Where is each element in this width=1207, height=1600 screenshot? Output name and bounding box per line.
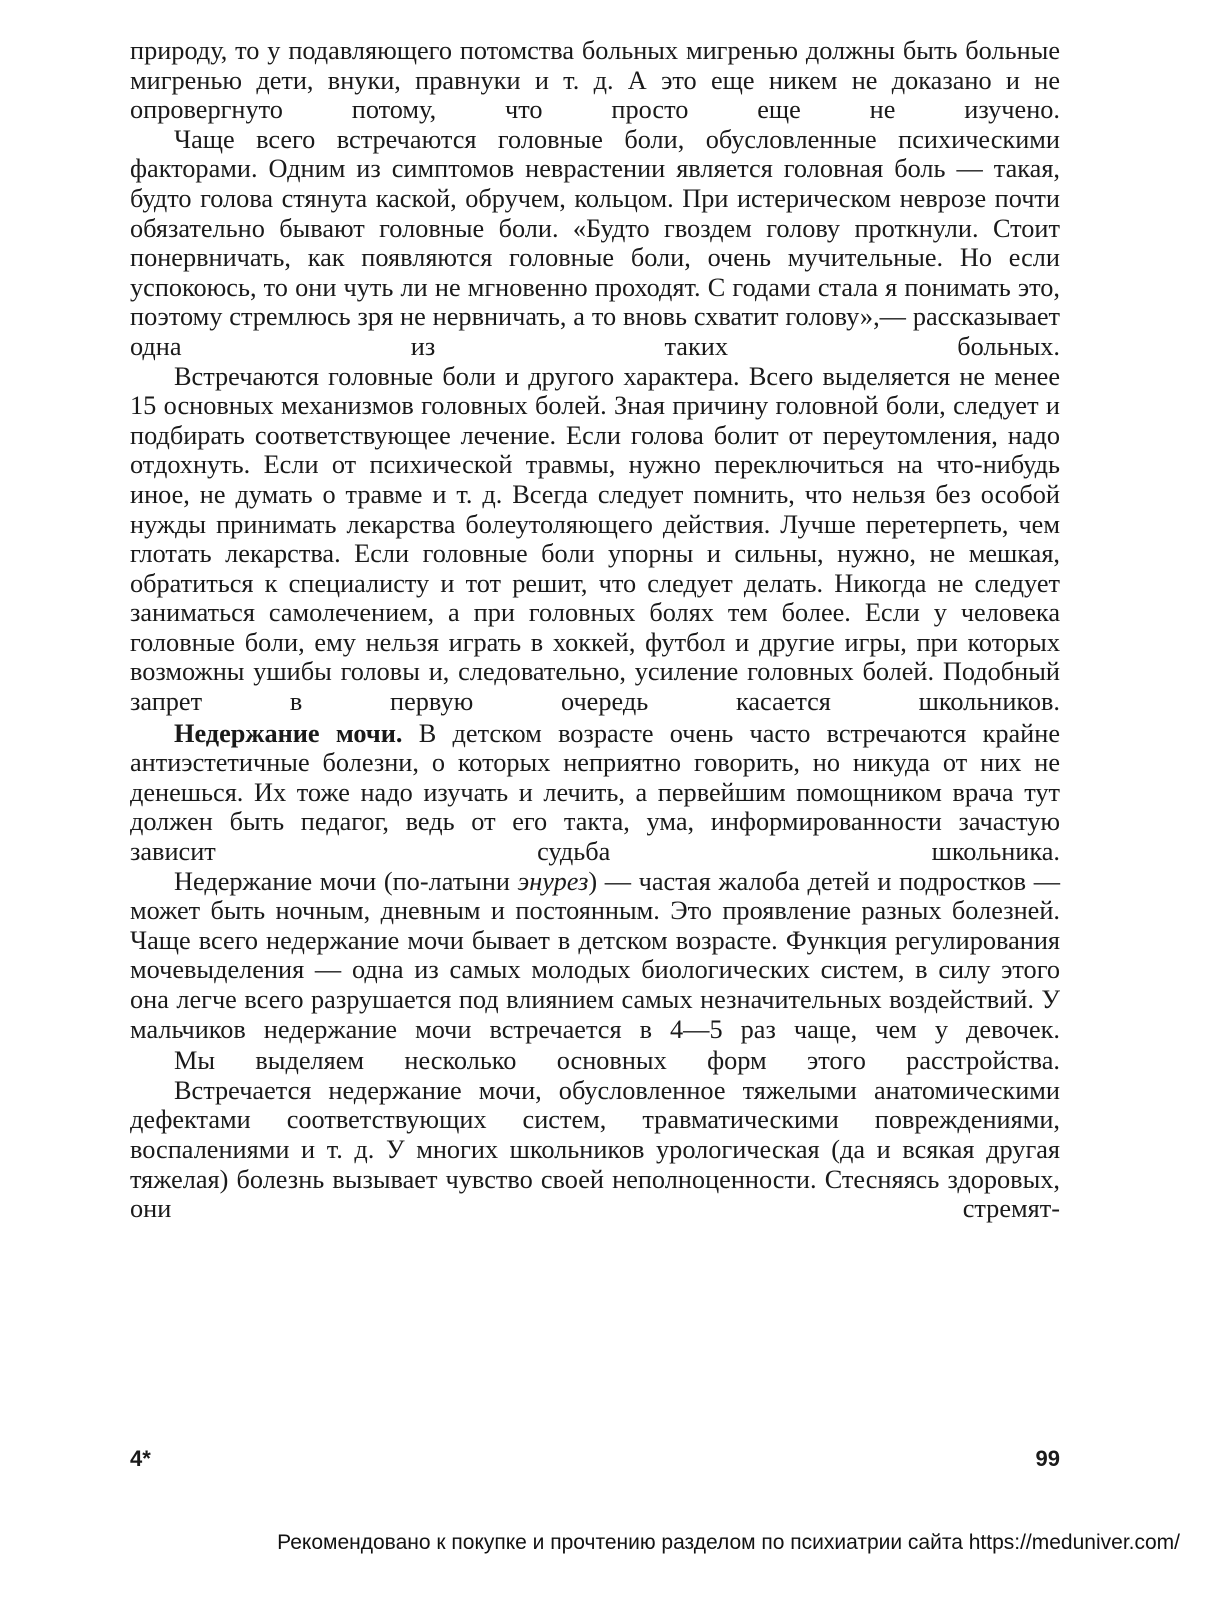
paragraph-anatomical-defects: Встречается недержание мочи, обусловленное тяжелыми анатомическими дефектами соответствующих систем, травматическими повреждениями, воспалениями и т. д. У многих школьников урологическая (да и всякая другая тяжелая) болезнь вызывает чувство своей неполноценности. Стесняясь здоровых, они стремят- bbox=[130, 1075, 1060, 1224]
paragraph-enuresis-definition bbox=[130, 867, 1060, 1045]
page-footer bbox=[130, 1446, 1060, 1486]
page-number: 99 bbox=[1035, 1446, 1060, 1471]
recommendation-footer: Рекомендовано к покупке и прочтению разделом по психиатрии сайта https://meduniver.com/ bbox=[277, 1531, 1180, 1554]
enuresis-text-before: Недержание мочи (по-латыни bbox=[174, 866, 518, 896]
printer-signature: 4* bbox=[130, 1446, 151, 1471]
paragraph-forms: Мы выделяем несколько основных форм этого расстройства. bbox=[174, 1046, 1060, 1076]
paragraph-continuation: природу, то у подавляющего потомства больных мигренью должны быть больные мигренью дети, внуки, правнуки и т. д. А это еще никем не доказано и не опровергнуто потому, что просто еще не изучено. bbox=[130, 36, 1060, 125]
section-heading: Недержание мочи. bbox=[174, 718, 403, 748]
paragraph-section-enuresis bbox=[130, 719, 1060, 867]
enuresis-text-after: ) — частая жалоба детей и подростков — может быть ночным, дневным и постоянным. Это проявление разных болезней. Чаще всего недержание мочи бывает в детском возрасте. Функция регулирования мочевыделения — одна из самых молодых биологических систем, в силу этого она легче всего разрушается под влиянием самых незначительных воздействий. У мальчиков недержание мочи встречается в 4—5 раз чаще, чем у девочек. bbox=[130, 866, 1060, 1044]
enuresis-latin-term: энурез bbox=[517, 866, 589, 896]
page-body bbox=[130, 36, 1060, 1224]
section-lead-text: В детском возрасте очень часто встречаются крайне антиэстетичные болезни, о которых неприятно говорить, но никуда от них не денешься. Их тоже надо изучать и лечить, а первейшим помощником врача тут должен быть педагог, ведь от его такта, ума, информированности зачастую зависит судьба школьника. bbox=[130, 718, 1060, 867]
paragraph-headache-mechanisms: Встречаются головные боли и другого характера. Всего выделяется не менее 15 основных механизмов головных болей. Зная причину головной боли, следует и подбирать соответствующее лечение. Если голова болит от переутомления, надо отдохнуть. Если от психической травмы, нужно переключиться на что-нибудь иное, не думать о травме и т. д. Всегда следует помнить, что нельзя без особой нужды принимать лекарства болеутоляющего действия. Лучше перетерпеть, чем глотать лекарства. Если головные боли упорны и сильны, нужно, не мешкая, обратиться к специалисту и тот решит, что следует делать. Никогда не следует заниматься самолечением, а при головных болях тем более. Если у человека головные боли, ему нельзя играть в хоккей, футбол и другие игры, при которых возможны ушибы головы и, следовательно, усиление головных болей. Подобный запрет в первую очередь касается школьников. bbox=[130, 361, 1060, 717]
paragraph-psychic-headaches: Чаще всего встречаются головные боли, обусловленные психическими факторами. Одним из симптомов неврастении является головная боль — такая, будто голова стянута каской, обручем, кольцом. При истерическом неврозе почти обязательно бывают головные боли. «Будто гвоздем голову проткнули. Стоит понервничать, как появляются головные боли, очень мучительные. Но если успокоюсь, то они чуть ли не мгновенно проходят. С годами стала я понимать это, поэтому стремлюсь зря не нервничать, а то вновь схватит голову»,— рассказывает одна из таких больных. bbox=[130, 124, 1060, 361]
